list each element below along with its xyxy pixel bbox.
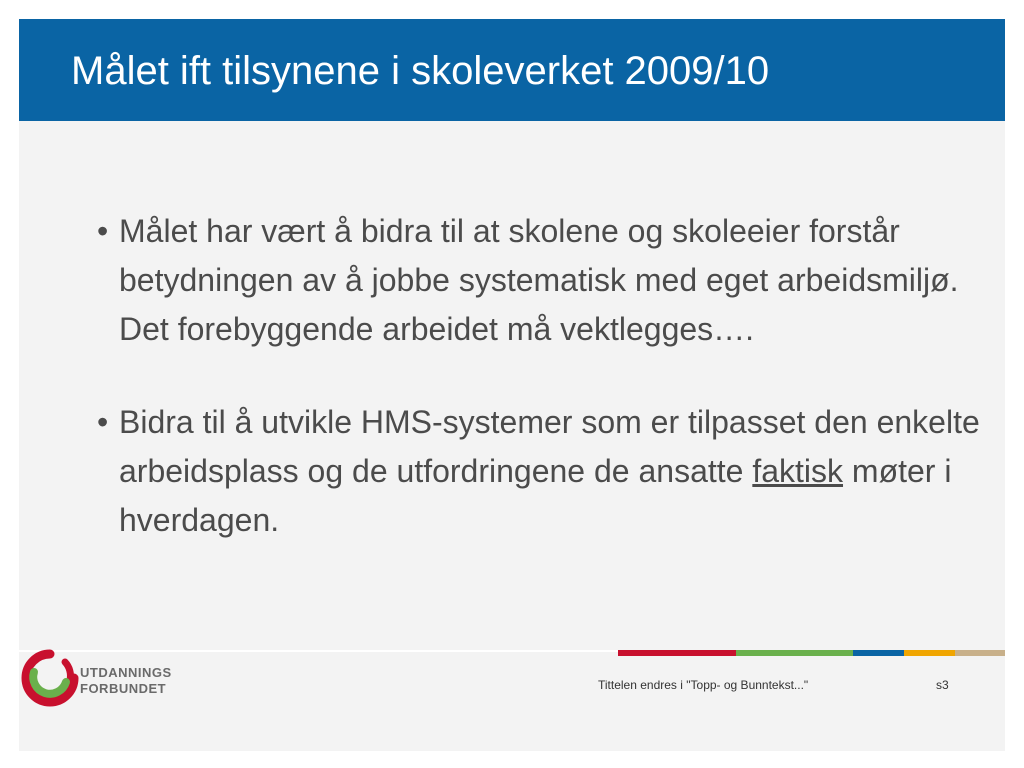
bullet-item <box>97 398 997 545</box>
bullet-text: Målet har vært å bidra til at skolene og skoleeier forstår betydningen av å jobbe systematisk med eget arbeidsmiljø. Det forebyggende arbeidet må vektlegges…. <box>119 213 959 347</box>
bullet-mark: • <box>97 404 109 440</box>
page-number: s3 <box>936 678 949 692</box>
stripe-green <box>736 650 853 656</box>
logo-text <box>80 665 172 697</box>
bullet-text-before: Bidra til å utvikle HMS-systemer som er tilpasset den enkelte arbeidsplass og de utfordringene de ansatte <box>119 404 980 489</box>
bullet-list <box>97 207 997 589</box>
logo <box>20 648 190 710</box>
slide-title: Målet ift tilsynene i skoleverket 2009/10 <box>71 49 770 93</box>
bullet-text-after: møter i hverdagen. <box>119 453 952 538</box>
bullet-item <box>97 207 997 354</box>
stripe-beige <box>955 650 1005 656</box>
logo-line2: FORBUNDET <box>80 681 167 696</box>
underlined-word: faktisk <box>752 453 844 489</box>
utdanningsforbundet-logo-icon <box>20 648 80 710</box>
stripe-yellow <box>904 650 955 656</box>
title-bar <box>19 19 1005 121</box>
bullet-text <box>119 404 980 538</box>
logo-line1: UTDANNINGS <box>80 665 172 680</box>
stripe-blue <box>853 650 904 656</box>
footer-text: Tittelen endres i "Topp- og Bunntekst..." <box>598 678 809 692</box>
bullet-mark: • <box>97 213 109 249</box>
slide <box>19 19 1005 749</box>
stripe-red <box>618 650 736 656</box>
